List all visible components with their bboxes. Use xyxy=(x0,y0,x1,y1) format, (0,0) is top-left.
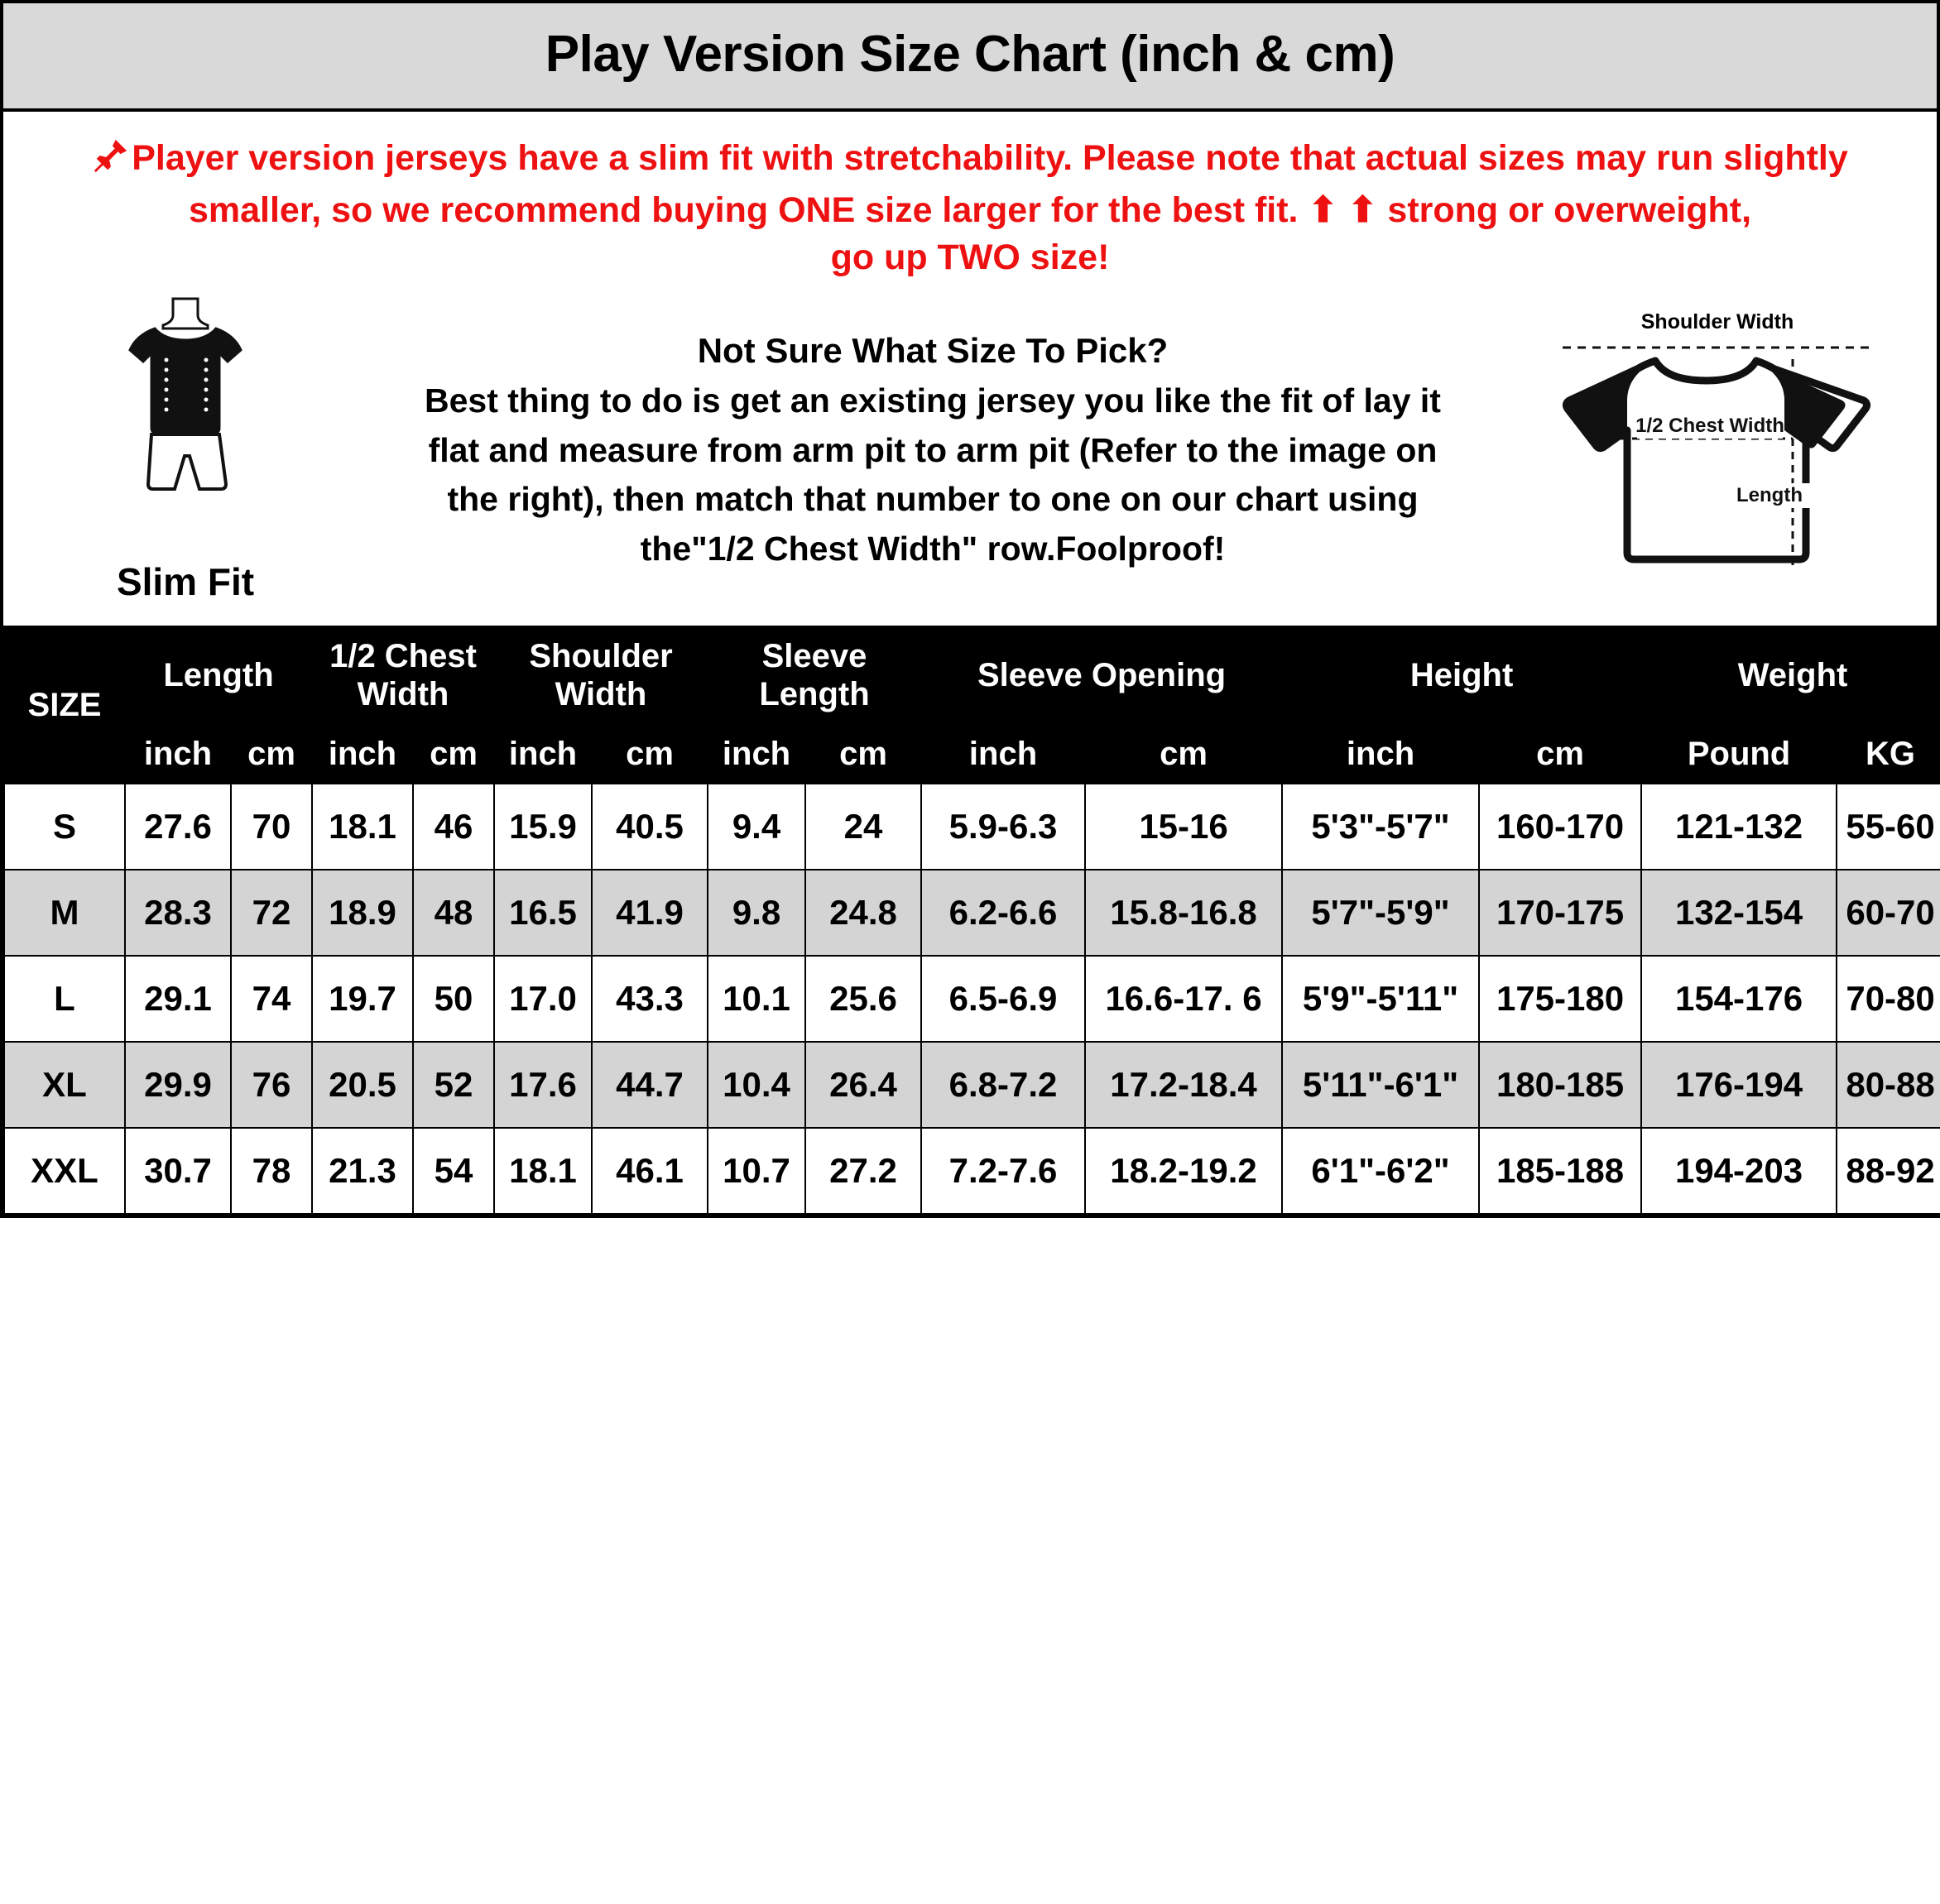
cell-shoulder-inch: 17.0 xyxy=(494,956,592,1042)
shoulder-width-label: Shoulder Width xyxy=(1640,309,1794,333)
table-row xyxy=(4,1042,1940,1128)
size-help-line-1: Best thing to do is get an existing jersey you like the fit of lay it xyxy=(425,381,1441,420)
cell-weight-kg: 70-80 xyxy=(1837,956,1940,1042)
table-body xyxy=(4,784,1940,1214)
cell-sleeve-opening-inch: 6.2-6.6 xyxy=(921,870,1085,956)
tshirt-measure-diagram-icon xyxy=(1523,336,1912,588)
table-row xyxy=(4,956,1940,1042)
unit-shoulder-cm: cm xyxy=(592,724,708,784)
cell-height-cm: 180-185 xyxy=(1479,1042,1641,1128)
cell-weight-pound: 154-176 xyxy=(1641,956,1837,1042)
unit-height-inch: inch xyxy=(1282,724,1479,784)
notice-text xyxy=(33,135,1907,281)
cell-chest-inch: 20.5 xyxy=(312,1042,413,1128)
cell-sleeve-opening-cm: 18.2-19.2 xyxy=(1085,1128,1282,1214)
cell-sleeve-length-inch: 9.4 xyxy=(708,784,805,870)
cell-weight-pound: 121-132 xyxy=(1641,784,1837,870)
cell-chest-cm: 46 xyxy=(413,784,494,870)
cell-sleeve-length-inch: 10.7 xyxy=(708,1128,805,1214)
cell-chest-inch: 19.7 xyxy=(312,956,413,1042)
cell-chest-cm: 50 xyxy=(413,956,494,1042)
cell-chest-cm: 52 xyxy=(413,1042,494,1128)
cell-sleeve-length-inch: 9.8 xyxy=(708,870,805,956)
cell-sleeve-opening-cm: 15.8-16.8 xyxy=(1085,870,1282,956)
unit-length-cm: cm xyxy=(231,724,312,784)
cell-size: S xyxy=(4,784,125,870)
cell-chest-cm: 48 xyxy=(413,870,494,956)
cell-shoulder-inch: 18.1 xyxy=(494,1128,592,1214)
notice-line-2b: strong or overweight, xyxy=(1387,189,1752,230)
cell-height-cm: 185-188 xyxy=(1479,1128,1641,1214)
header-shoulder-width: Shoulder Width xyxy=(494,626,708,724)
cell-weight-pound: 132-154 xyxy=(1641,870,1837,956)
cell-shoulder-inch: 17.6 xyxy=(494,1042,592,1128)
header-size: SIZE xyxy=(4,626,125,784)
unit-weight-kg: KG xyxy=(1837,724,1940,784)
cell-sleeve-length-inch: 10.4 xyxy=(708,1042,805,1128)
cell-shoulder-cm: 41.9 xyxy=(592,870,708,956)
slim-fit-label: Slim Fit xyxy=(116,560,255,604)
cell-height-inch: 5'3"-5'7" xyxy=(1282,784,1479,870)
cell-chest-cm: 54 xyxy=(413,1128,494,1214)
cell-size: XXL xyxy=(4,1128,125,1214)
page-title: Play Version Size Chart (inch & cm) xyxy=(545,26,1395,83)
cell-weight-kg: 55-60 xyxy=(1837,784,1940,870)
cell-length-inch: 29.9 xyxy=(125,1042,231,1128)
cell-shoulder-inch: 16.5 xyxy=(494,870,592,956)
table-group-header-row xyxy=(4,626,1940,724)
size-table xyxy=(3,626,1940,1215)
cell-shoulder-inch: 15.9 xyxy=(494,784,592,870)
cell-shoulder-cm: 46.1 xyxy=(592,1128,708,1214)
cell-length-cm: 72 xyxy=(231,870,312,956)
header-weight: Weight xyxy=(1641,626,1940,724)
cell-sleeve-opening-inch: 5.9-6.3 xyxy=(921,784,1085,870)
header-length: Length xyxy=(125,626,312,724)
unit-weight-pound: Pound xyxy=(1641,724,1837,784)
header-half-chest-width: 1/2 Chest Width xyxy=(312,626,494,724)
unit-chest-cm: cm xyxy=(413,724,494,784)
unit-sleeve-opening-cm: cm xyxy=(1085,724,1282,784)
cell-sleeve-opening-inch: 6.5-6.9 xyxy=(921,956,1085,1042)
cell-chest-inch: 18.1 xyxy=(312,784,413,870)
cell-size: XL xyxy=(4,1042,125,1128)
cell-sleeve-length-cm: 24.8 xyxy=(805,870,921,956)
table-row xyxy=(4,784,1940,870)
cell-weight-kg: 80-88 xyxy=(1837,1042,1940,1128)
cell-sleeve-opening-cm: 16.6-17. 6 xyxy=(1085,956,1282,1042)
cell-size: M xyxy=(4,870,125,956)
cell-sleeve-opening-inch: 7.2-7.6 xyxy=(921,1128,1085,1214)
cell-sleeve-length-cm: 26.4 xyxy=(805,1042,921,1128)
cell-shoulder-cm: 40.5 xyxy=(592,784,708,870)
notice-line-1: Player version jerseys have a slim fit with stretchability. Please note that actual sizes may run xyxy=(132,138,1714,178)
cell-shoulder-cm: 43.3 xyxy=(592,956,708,1042)
size-help-line-4: the"1/2 Chest Width" row.Foolproof! xyxy=(640,529,1226,568)
cell-weight-pound: 194-203 xyxy=(1641,1128,1837,1214)
cell-length-cm: 78 xyxy=(231,1128,312,1214)
cell-height-inch: 6'1"-6'2" xyxy=(1282,1128,1479,1214)
cell-length-inch: 27.6 xyxy=(125,784,231,870)
unit-sleeve-length-inch: inch xyxy=(708,724,805,784)
size-help-text xyxy=(351,324,1515,573)
notice-line-3: go up TWO size! xyxy=(830,237,1110,277)
size-help-line-3: the right), then match that number to one on our chart using xyxy=(447,480,1419,519)
header-height: Height xyxy=(1282,626,1641,724)
jersey-figure-icon xyxy=(28,294,343,554)
cell-weight-kg: 60-70 xyxy=(1837,870,1940,956)
cell-sleeve-length-inch: 10.1 xyxy=(708,956,805,1042)
cell-height-inch: 5'7"-5'9" xyxy=(1282,870,1479,956)
unit-length-inch: inch xyxy=(125,724,231,784)
cell-sleeve-opening-cm: 15-16 xyxy=(1085,784,1282,870)
cell-height-cm: 160-170 xyxy=(1479,784,1641,870)
notice-block xyxy=(3,112,1937,289)
table-unit-header-row xyxy=(4,724,1940,784)
cell-weight-kg: 88-92 xyxy=(1837,1128,1940,1214)
unit-height-cm: cm xyxy=(1479,724,1641,784)
cell-sleeve-length-cm: 27.2 xyxy=(805,1128,921,1214)
cell-length-cm: 74 xyxy=(231,956,312,1042)
cell-chest-inch: 18.9 xyxy=(312,870,413,956)
cell-height-cm: 175-180 xyxy=(1479,956,1641,1042)
measure-diagram-block xyxy=(1523,310,1912,588)
unit-chest-inch: inch xyxy=(312,724,413,784)
size-help-question: Not Sure What Size To Pick? xyxy=(697,331,1169,371)
cell-sleeve-length-cm: 25.6 xyxy=(805,956,921,1042)
cell-height-inch: 5'9"-5'11" xyxy=(1282,956,1479,1042)
unit-sleeve-length-cm: cm xyxy=(805,724,921,784)
table-header xyxy=(4,626,1940,784)
header-sleeve-length: Sleeve Length xyxy=(708,626,921,724)
cell-sleeve-length-cm: 24 xyxy=(805,784,921,870)
unit-sleeve-opening-inch: inch xyxy=(921,724,1085,784)
cell-length-cm: 76 xyxy=(231,1042,312,1128)
size-help-line-2: flat and measure from arm pit to arm pit (Refer to the image on xyxy=(428,430,1438,469)
cell-height-cm: 170-175 xyxy=(1479,870,1641,956)
header-sleeve-opening: Sleeve Opening xyxy=(921,626,1282,724)
notice-line-2: slightly smaller, so we recommend buying ONE size larger for the best fit. xyxy=(188,138,1848,230)
info-section xyxy=(3,289,1937,626)
cell-sleeve-opening-cm: 17.2-18.4 xyxy=(1085,1042,1282,1128)
cell-weight-pound: 176-194 xyxy=(1641,1042,1837,1128)
slim-fit-block xyxy=(28,294,343,604)
cell-length-inch: 29.1 xyxy=(125,956,231,1042)
cell-length-cm: 70 xyxy=(231,784,312,870)
svg-text:Length: Length xyxy=(1736,483,1803,506)
cell-height-inch: 5'11"-6'1" xyxy=(1282,1042,1479,1128)
cell-shoulder-cm: 44.7 xyxy=(592,1042,708,1128)
unit-shoulder-inch: inch xyxy=(494,724,592,784)
table-row xyxy=(4,870,1940,956)
cell-length-inch: 30.7 xyxy=(125,1128,231,1214)
cell-length-inch: 28.3 xyxy=(125,870,231,956)
svg-text:1/2 Chest Width: 1/2 Chest Width xyxy=(1635,414,1784,437)
cell-size: L xyxy=(4,956,125,1042)
table-row xyxy=(4,1128,1940,1214)
title-bar xyxy=(3,3,1937,112)
up-arrow-icon: ⬆ ⬆ xyxy=(1308,189,1378,230)
cell-chest-inch: 21.3 xyxy=(312,1128,413,1214)
cell-sleeve-opening-inch: 6.8-7.2 xyxy=(921,1042,1085,1128)
pushpin-icon xyxy=(92,137,130,187)
